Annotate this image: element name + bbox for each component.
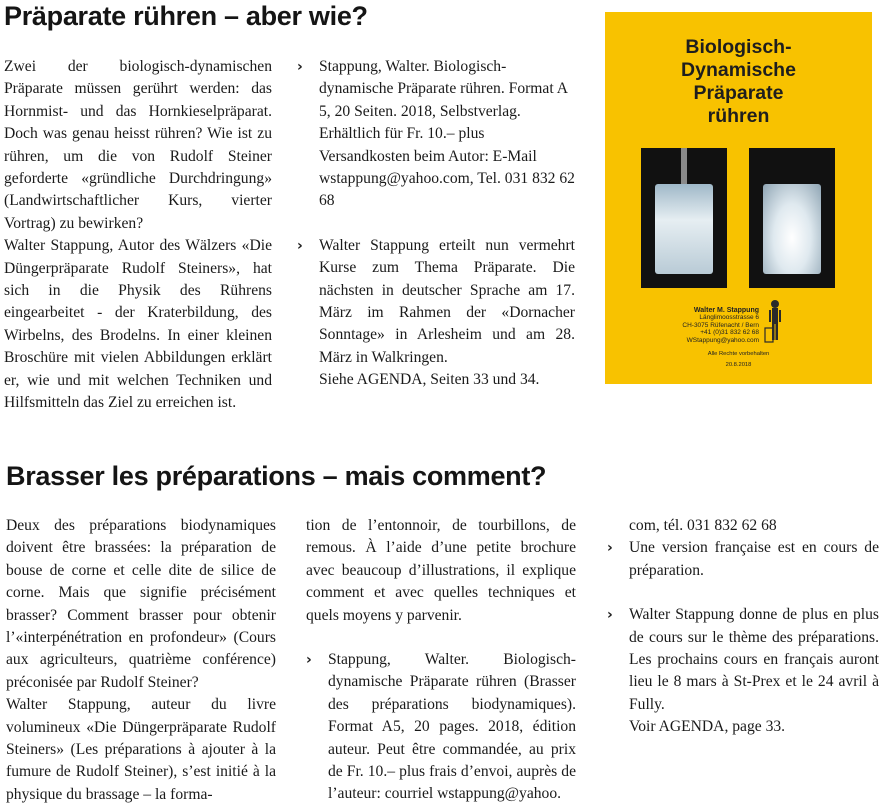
bullet-arrow-icon: › — [297, 237, 303, 254]
cover-author-block: Walter M. Stappung Länglimoosstrasse 6 CH-3075 Rüfenacht / Bern +41 (0)31 832 62 68 WStappung@yahoo.com — [619, 307, 759, 344]
cover-title: Biologisch- Dynamische Präparate rühren — [681, 36, 796, 127]
french-bullet-3-text: Walter Stappung donne de plus en plus de cours sur le thème des préparations. Les prochains cours en français auront lieu le 8 mars à St-Prex et le 24 avril à Fully. — [629, 606, 879, 713]
german-body: Walter Stappung, Autor des Wälzers «Die Düngerpräparate Rudolf Steiners», hat sich in die Physik des Rührens eingearbeitet - der Kraterbildung, des Wirbelns, des Brodelns. In einer kleinen Broschüre mit vielen Abbildungen erklärt er, wie und mit welchen Techniken und Hilfsmitteln das Ziel zu erreichen ist. — [4, 237, 272, 412]
bullet-arrow-icon: › — [607, 607, 613, 624]
bullet-arrow-icon: › — [607, 540, 613, 557]
cover-photo-stirring-left — [641, 148, 727, 288]
cover-author-name: Walter M. Stappung — [693, 307, 759, 314]
german-column-2 — [297, 56, 575, 392]
german-intro: Zwei der biologisch-dynamischen Präparate müssen gerührt werden: das Hornmist- und das Hornkieselpräparat. Doch was genau heisst rühren? Wie ist zu rühren, um die von Rudolf Steiner geforderte «gründliche Durchdringung» (Landwirtschaftlicher Kurs, vierter Vortrag) zu bewirken? — [4, 58, 272, 232]
french-title: Brasser les préparations – mais comment? — [6, 461, 547, 491]
cover-photo-stirring-right — [749, 148, 835, 288]
brochure-cover — [605, 12, 872, 384]
german-bullet-2-text: Walter Stappung erteilt nun vermehrt Kurse zum Thema Präparate. Die nächsten in deutscher Sprache am 17. März im Rahmen der «Dornacher Sonntage» in Arlesheim und am 28. März in Walkringen. — [319, 236, 575, 366]
french-col2-text: tion de l’entonnoir, de tourbillons, de remous. À l’aide d’une petite brochure avec beaucoup d’illustrations, il explique comment et avec quelles techniques et quels moyens y parvenir. — [306, 517, 576, 624]
german-title: Präparate rühren – aber wie? — [4, 1, 368, 31]
german-bullet-2 — [297, 235, 575, 369]
bullet-arrow-icon: › — [297, 59, 303, 75]
french-see-agenda: Voir AGENDA, page 33. — [629, 718, 786, 736]
bullet-arrow-icon: › — [306, 652, 312, 669]
french-bullet-1-text: Stappung, Walter. Biologisch-dynamische Präparate rühren (Brasser des préparations biodynamiques). Format A5, 20 pages. 2018, édition auteur. Peut être commandée, au prix de Fr. 10.– plus frais d’envoi, auprès de l’auteur: courriel wstappung@yahoo. — [328, 651, 576, 803]
french-column-2 — [306, 515, 576, 806]
german-see-agenda: Siehe AGENDA, Seiten 33 und 34. — [319, 371, 540, 389]
german-bullet-1 — [297, 56, 575, 213]
french-column-1 — [6, 515, 276, 806]
french-bullet-3 — [607, 604, 879, 716]
french-intro: Deux des préparations biodynamiques doivent être brassées: la préparation de bouse de corne et celle dite de silice de corne. Mais que signifie précisément brasser? Comment brasser pour obtenir l’«interpénétration en profondeur» (Cours aux agriculteurs, quatrième conférence) préconisée par Rudolf Steiner? — [6, 517, 276, 691]
french-bullet-1 — [306, 649, 576, 806]
french-column-3 — [607, 515, 879, 739]
german-bullet-1-text: Stappung, Walter. Biologisch-dynamische Präparate rühren. Format A 5, 20 Seiten. 2018, Selbstverlag. Erhältlich für Fr. 10.– plus Versandkosten beim Autor: E-Mail wstappung@yahoo.com, Tel. 031 832 62 68 — [319, 58, 575, 210]
french-col3-continuation: com, tél. 031 832 62 68 — [629, 517, 777, 534]
french-bullet-2-text: Une version française est en cours de préparation. — [629, 539, 879, 579]
stirring-person-icon — [763, 298, 787, 344]
french-bullet-2 — [607, 537, 879, 582]
french-body: Walter Stappung, auteur du livre volumineux «Die Düngerpräparate Rudolf Steiners» (Les préparations à ajouter à la fumure de Rudolf Steiner), s’est initié à la physique du brassage – la forma- — [6, 696, 276, 803]
cover-rights: Alle Rechte vorbehalten 20.8.2018 — [707, 351, 770, 369]
german-column-1 — [4, 56, 272, 415]
